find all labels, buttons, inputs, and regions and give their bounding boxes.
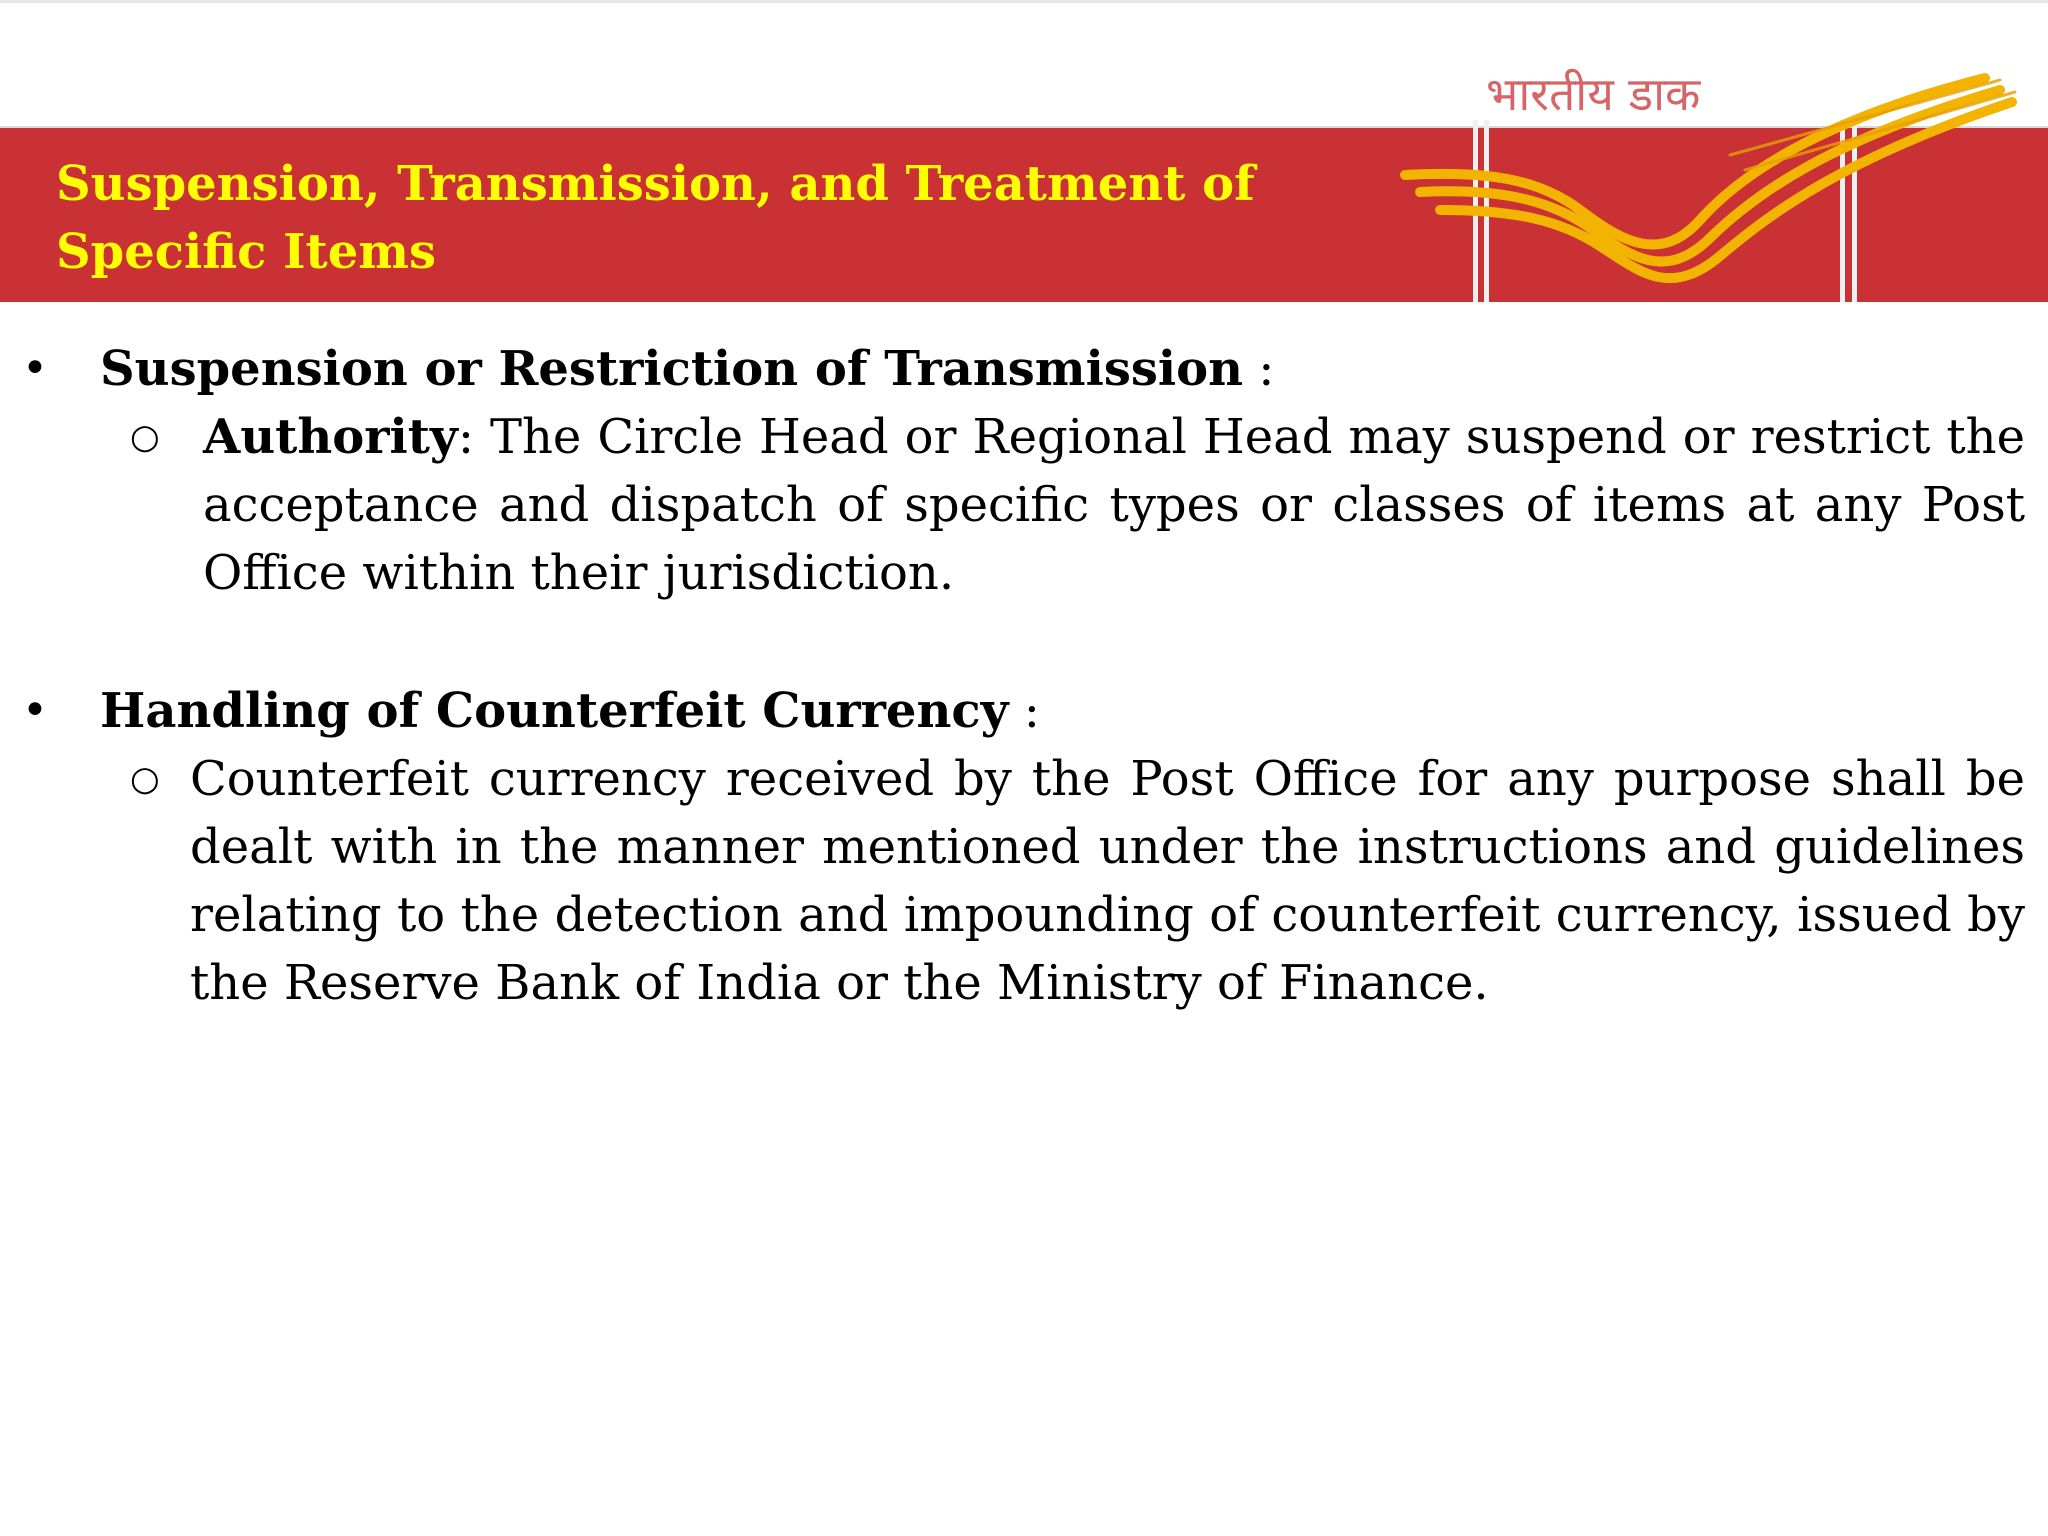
bullet-marker: • — [22, 685, 48, 736]
top-rule — [0, 0, 2048, 3]
authority-text: : The Circle Head or Regional Head may suspend or restrict the acceptance and dispatch of specific types or classes of items at any Post Office within their jurisdiction. — [203, 409, 2025, 601]
section-heading-text: Suspension or Restriction of Transmission — [100, 341, 1244, 397]
section-heading-text: Handling of Counterfeit Currency — [100, 683, 1009, 739]
section-heading-suffix: : — [1008, 683, 1040, 739]
india-post-logo — [1400, 60, 2048, 302]
authority-label: Authority — [203, 409, 458, 465]
sub-bullet-text — [203, 403, 2025, 607]
section-heading — [100, 677, 1040, 745]
logo-hindi-text: भारतीय डाक — [1486, 67, 1701, 121]
sub-bullet-text: Counterfeit currency received by the Post Office for any purpose shall be dealt with in the manner mentioned under the instructions and guidelines relating to the detection and impounding of counterfeit currency, issued by the Reserve Bank of India or the Ministry of Finance. — [190, 751, 2025, 1011]
section-heading-suffix: : — [1243, 341, 1275, 397]
slide-title — [56, 150, 1356, 286]
bullet-marker: • — [22, 343, 48, 394]
slide-title-line1: Suspension, Transmission, and Treatment of — [56, 156, 1255, 212]
section-heading — [100, 335, 1274, 403]
slide-title-line2: Specific Items — [56, 224, 437, 280]
sub-bullet-marker: ○ — [130, 417, 160, 457]
sub-bullet-marker: ○ — [130, 759, 160, 799]
